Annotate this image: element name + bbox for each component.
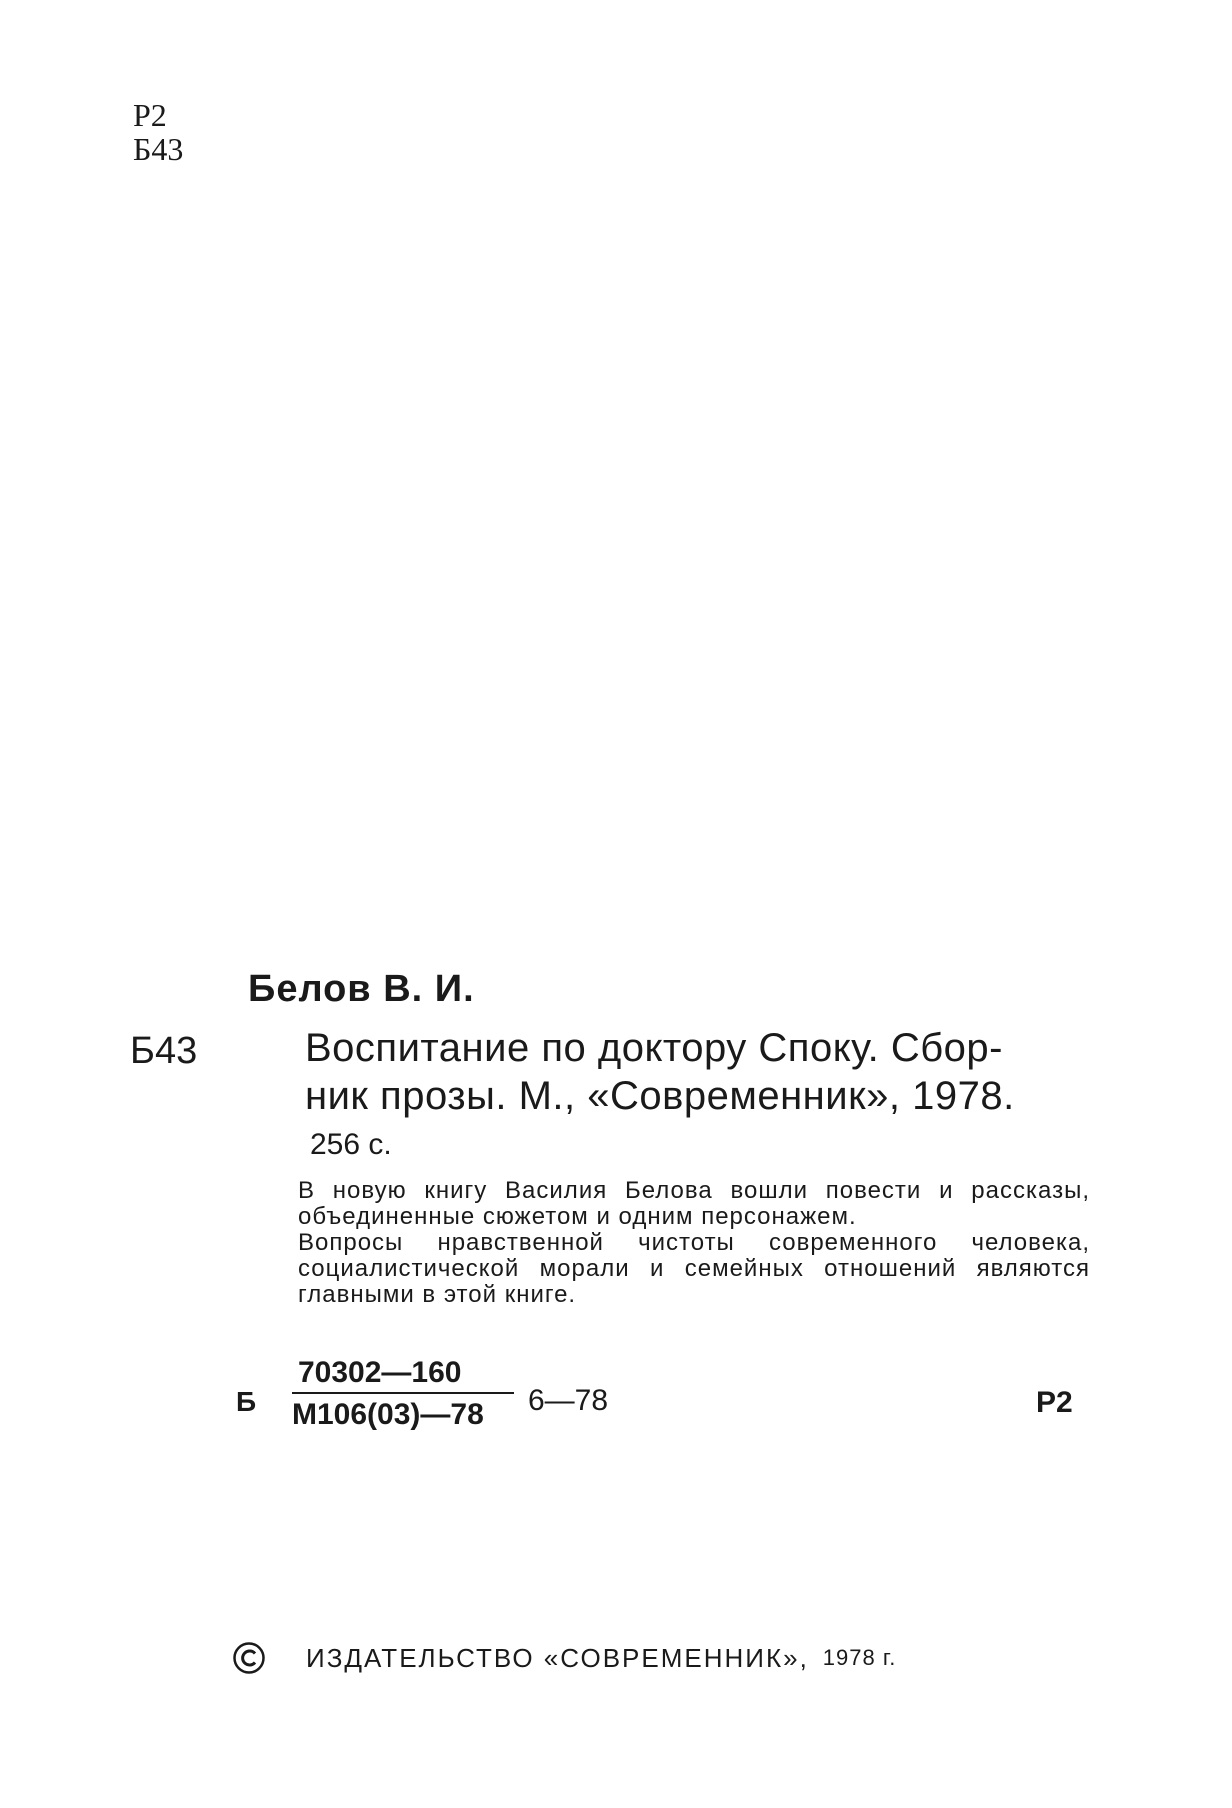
author-name: Белов В. И. (248, 968, 475, 1010)
code-denominator: М106(03)—78 (292, 1398, 484, 1431)
page-count: 256 с. (310, 1128, 392, 1161)
classification-index: Р2 (133, 97, 167, 133)
fraction-bar (292, 1392, 514, 1394)
title-block (305, 1024, 1095, 1120)
title-line: ник прозы. М., «Современник», 1978. (305, 1074, 1015, 1118)
code-fraction (292, 1355, 514, 1433)
author-mark: Б43 (130, 1030, 198, 1072)
code-numerator: 70302—160 (298, 1356, 462, 1389)
code-suffix: 6—78 (528, 1384, 609, 1417)
title-line: Воспитание по доктору Споку. Сбор- (305, 1026, 1003, 1070)
classification-author-mark: Б43 (133, 131, 184, 167)
annotation-paragraph: В новую книгу Василия Белова вошли повести и рассказы, объединенные сюжетом и одним персонажем. (298, 1177, 1090, 1230)
annotation (298, 1178, 1090, 1308)
copyright-year: 1978 г. (822, 1645, 897, 1670)
annotation-paragraph: Вопросы нравственной чистоты современного человека, социалистической морали и семейных отношений являются главными в этой книге. (298, 1229, 1090, 1308)
copyright-line (232, 1638, 896, 1678)
class-index: Р2 (1036, 1386, 1073, 1419)
corner-classification (133, 98, 183, 166)
code-letter: Б (236, 1386, 257, 1417)
copyright-icon (232, 1641, 266, 1675)
publisher-name: ИЗДАТЕЛЬСТВО «СОВРЕМЕННИК», (306, 1642, 809, 1673)
